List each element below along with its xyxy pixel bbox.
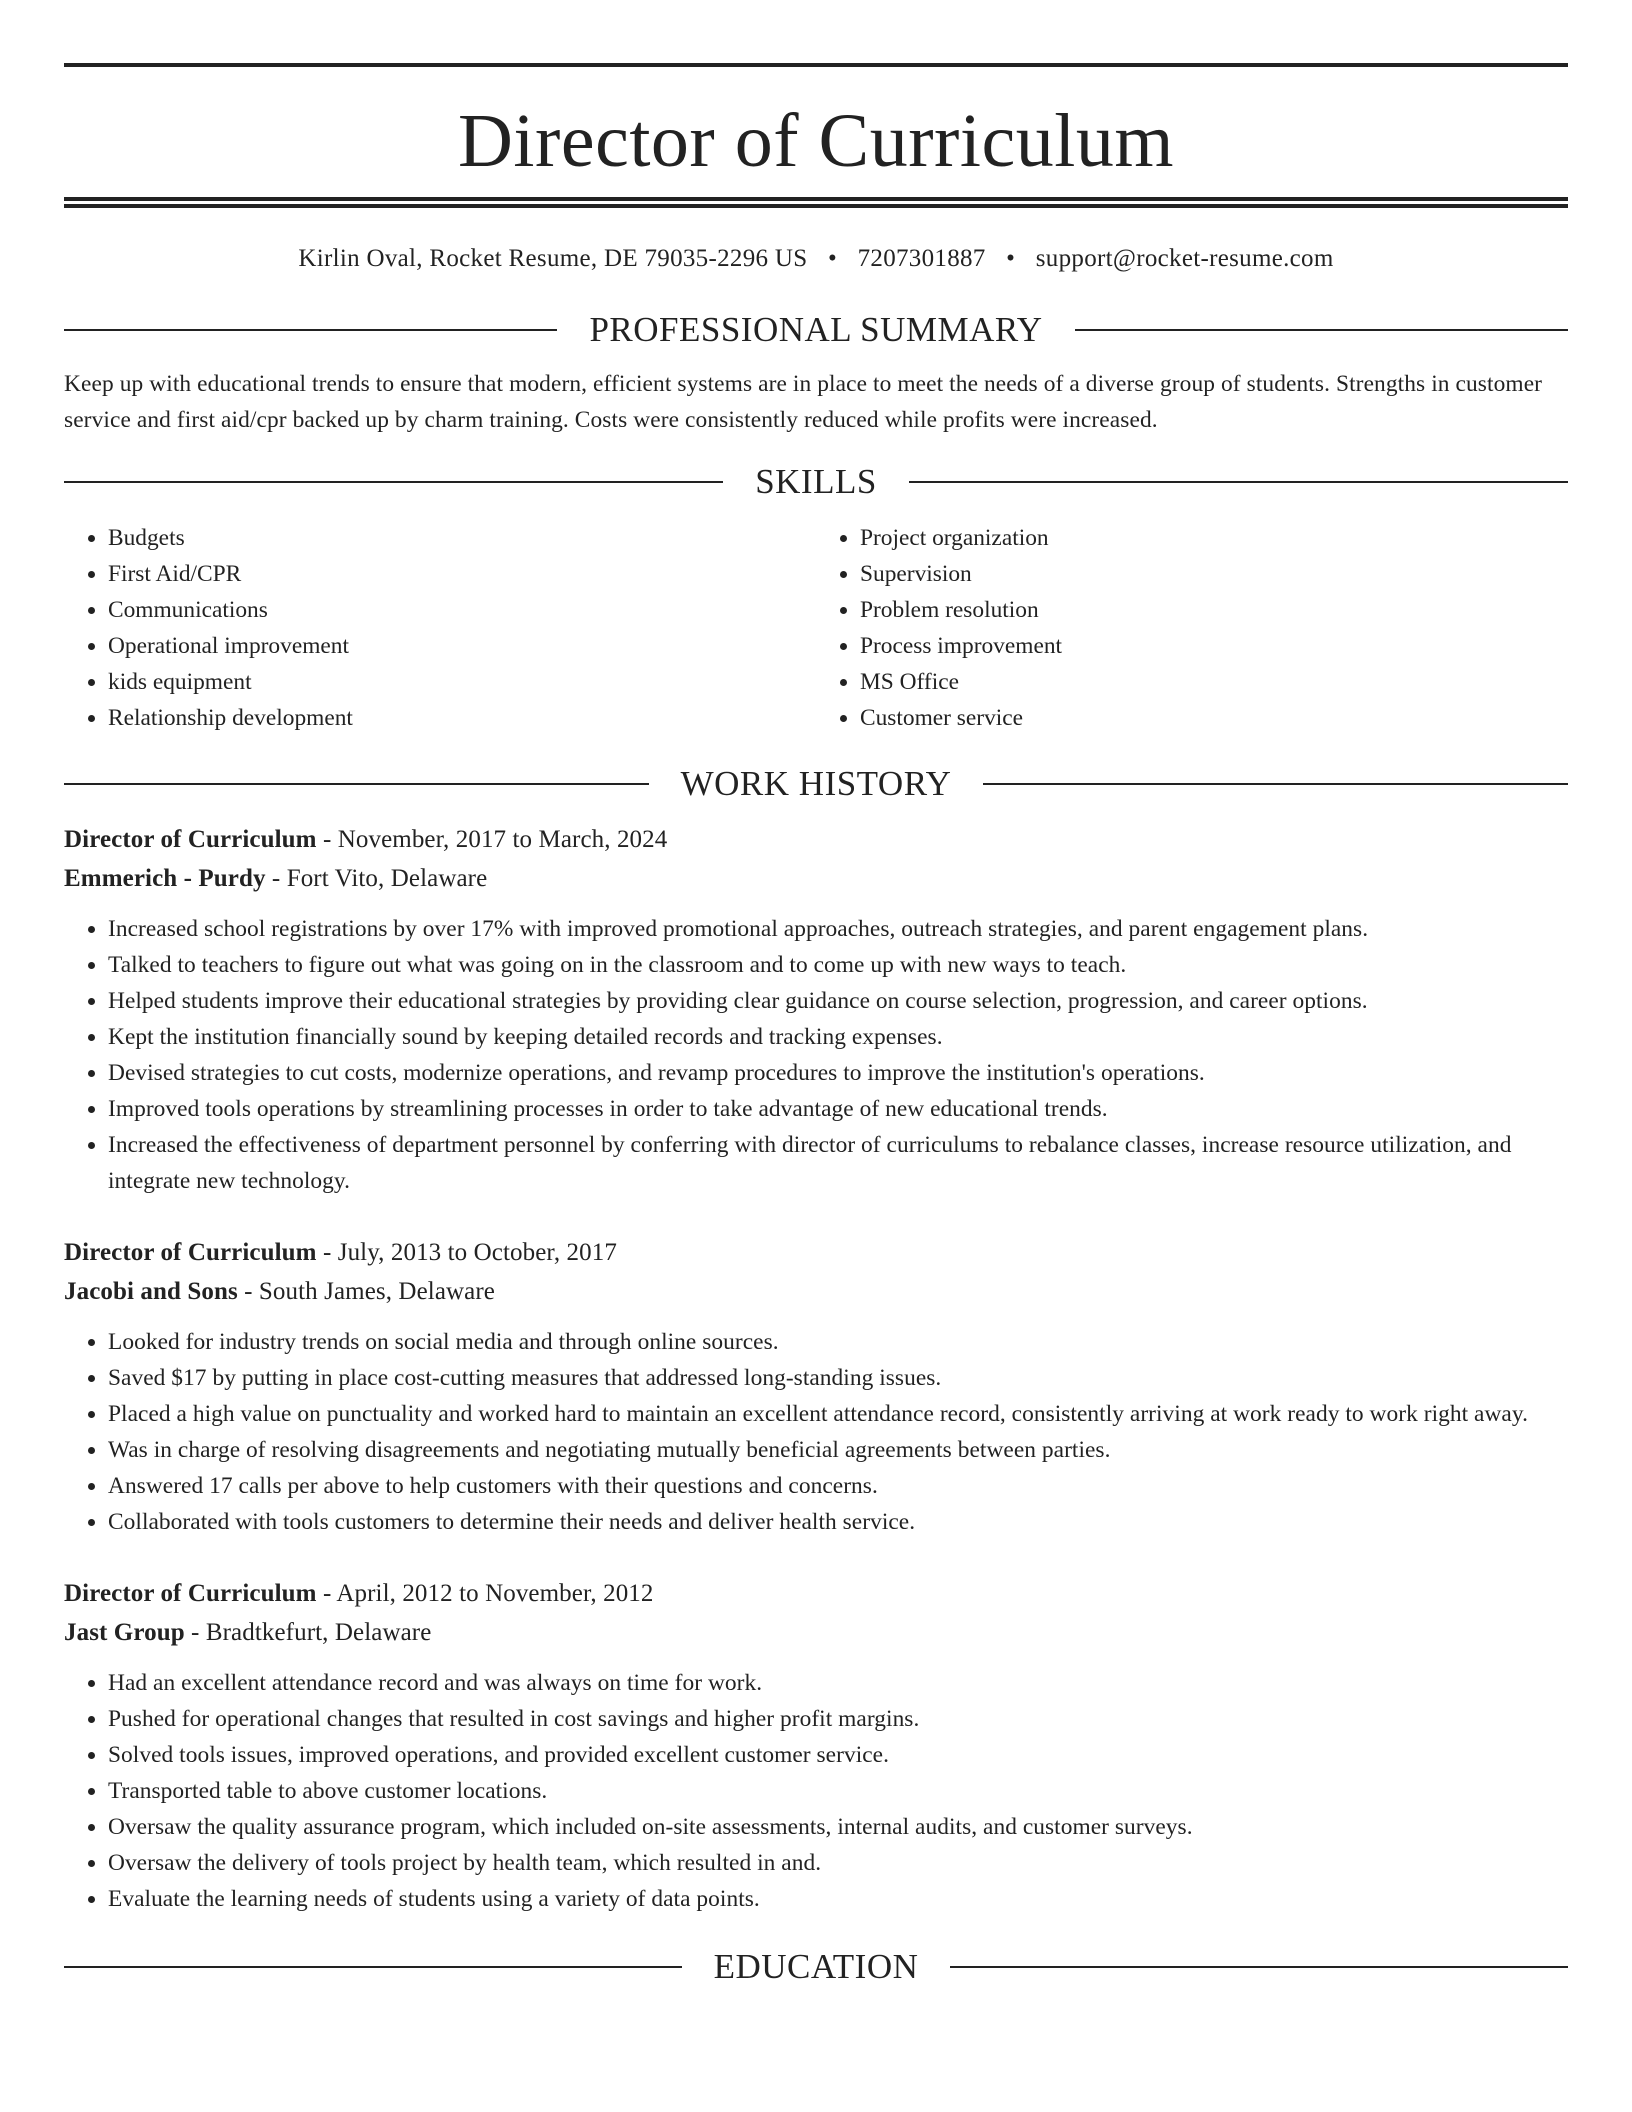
job-title: Director of Curriculum — [64, 826, 317, 853]
heading-rule-left — [64, 481, 723, 483]
heading-rule-right — [983, 783, 1568, 785]
job-title: Director of Curriculum — [64, 1239, 317, 1266]
skill-item: • Budgets — [108, 520, 816, 556]
resume-name: Director of Curriculum — [458, 99, 1174, 183]
job-bullet: • Helped students improve their educational strategies by providing clear guidance on course selection, progression, and career options. — [108, 983, 1568, 1019]
contact-line — [64, 244, 1568, 274]
heading-rule-left — [64, 329, 557, 331]
section-heading-summary — [64, 310, 1568, 350]
contact-separator: • — [827, 245, 838, 272]
job-bullet: • Oversaw the delivery of tools project by health team, which resulted in and. — [108, 1845, 1568, 1881]
skill-item: • Project organization — [860, 520, 1568, 556]
job-dates: - April, 2012 to November, 2012 — [316, 1580, 654, 1607]
top-rule — [64, 63, 1568, 67]
contact-separator: • — [1006, 245, 1016, 272]
job-bullet: • Transported table to above customer locations. — [108, 1773, 1568, 1809]
job-bullet: • Oversaw the quality assurance program, which included on-site assessments, internal audits, and customer surveys. — [108, 1809, 1568, 1845]
skill-item: • Communications — [108, 592, 816, 628]
section-title: SKILLS — [755, 462, 877, 501]
section-title: EDUCATION — [713, 1947, 919, 1986]
job-spacer — [64, 1540, 1568, 1574]
section-title: PROFESSIONAL SUMMARY — [589, 310, 1043, 349]
job-dates: - November, 2017 to March, 2024 — [316, 826, 668, 853]
heading-rule-right — [950, 1966, 1568, 1968]
skills-list-left — [64, 520, 816, 736]
contact-address: Kirlin Oval, Rocket Resume, DE 79035-2296 US — [298, 245, 808, 272]
skills-list-right — [816, 520, 1568, 736]
job-entry — [64, 820, 1568, 1199]
contact-phone: 7207301887 — [857, 245, 986, 272]
job-bullet: • Collaborated with tools customers to determine their needs and deliver health service. — [108, 1504, 1568, 1540]
skill-item: • Process improvement — [860, 628, 1568, 664]
summary-text: Keep up with educational trends to ensure that modern, efficient systems are in place to meet the needs of a diverse group of students. Strengths in customer service and first aid/cpr backed up by charm training. Costs were consistently reduced while profits were increased. — [64, 371, 1543, 433]
job-bullets — [64, 1324, 1568, 1540]
job-company: Jacobi and Sons — [64, 1278, 238, 1305]
job-bullet: • Had an excellent attendance record and was always on time for work. — [108, 1665, 1568, 1701]
job-entry — [64, 1574, 1568, 1917]
job-bullet: • Looked for industry trends on social media and through online sources. — [108, 1324, 1568, 1360]
section-heading-work-history — [64, 764, 1568, 804]
skill-item: • MS Office — [860, 664, 1568, 700]
job-location: - Bradtkefurt, Delaware — [184, 1619, 432, 1646]
skill-item: • kids equipment — [108, 664, 816, 700]
section-heading-skills — [64, 462, 1568, 502]
job-title: Director of Curriculum — [64, 1580, 317, 1607]
job-bullet: • Solved tools issues, improved operations, and provided excellent customer service. — [108, 1737, 1568, 1773]
job-title-line — [64, 1233, 1568, 1272]
contact-email: support@rocket-resume.com — [1035, 245, 1334, 272]
skill-item: • Customer service — [860, 700, 1568, 736]
heading-rule-left — [64, 783, 649, 785]
skill-item: • Supervision — [860, 556, 1568, 592]
job-title-line — [64, 820, 1568, 859]
job-location: - Fort Vito, Delaware — [265, 865, 488, 892]
skill-item: • First Aid/CPR — [108, 556, 816, 592]
job-bullet: • Improved tools operations by streamlining processes in order to take advantage of new educational trends. — [108, 1091, 1568, 1127]
skill-item: • Relationship development — [108, 700, 816, 736]
job-bullet: • Increased school registrations by over 17% with improved promotional approaches, outreach strategies, and parent engagement plans. — [108, 911, 1568, 947]
heading-rule-right — [1075, 329, 1568, 331]
job-bullet: • Pushed for operational changes that resulted in cost savings and higher profit margins. — [108, 1701, 1568, 1737]
section-title: WORK HISTORY — [680, 764, 952, 803]
job-bullet: • Answered 17 calls per above to help customers with their questions and concerns. — [108, 1468, 1568, 1504]
skill-item: • Operational improvement — [108, 628, 816, 664]
job-location: - South James, Delaware — [237, 1278, 495, 1305]
job-bullet: • Kept the institution financially sound by keeping detailed records and tracking expenses. — [108, 1019, 1568, 1055]
job-bullet: • Saved $17 by putting in place cost-cutting measures that addressed long-standing issues. — [108, 1360, 1568, 1396]
job-bullets — [64, 1665, 1568, 1917]
job-company: Emmerich - Purdy — [64, 865, 266, 892]
job-spacer — [64, 1199, 1568, 1233]
job-bullet: • Was in charge of resolving disagreements and negotiating mutually beneficial agreements between parties. — [108, 1432, 1568, 1468]
heading-rule-left — [64, 1966, 682, 1968]
section-heading-education — [64, 1947, 1568, 1987]
job-bullet: • Devised strategies to cut costs, modernize operations, and revamp procedures to improve the institution's operations. — [108, 1055, 1568, 1091]
job-company-line — [64, 1272, 1568, 1311]
skill-item: • Problem resolution — [860, 592, 1568, 628]
name-double-rule — [64, 197, 1568, 208]
job-company-line — [64, 859, 1568, 898]
job-bullet: • Increased the effectiveness of department personnel by conferring with director of curriculums to rebalance classes, increase resource utilization, and integrate new technology. — [108, 1127, 1568, 1199]
job-bullet: • Evaluate the learning needs of students using a variety of data points. — [108, 1881, 1568, 1917]
job-dates: - July, 2013 to October, 2017 — [316, 1239, 617, 1266]
job-entry — [64, 1233, 1568, 1540]
job-title-line — [64, 1574, 1568, 1613]
job-bullet: • Placed a high value on punctuality and worked hard to maintain an excellent attendance record, consistently arriving at work ready to work right away. — [108, 1396, 1568, 1432]
job-company-line — [64, 1613, 1568, 1652]
heading-rule-right — [909, 481, 1568, 483]
skills-columns — [64, 520, 1568, 736]
job-bullet: • Talked to teachers to figure out what was going on in the classroom and to come up with new ways to teach. — [108, 947, 1568, 983]
job-bullets — [64, 911, 1568, 1199]
job-company: Jast Group — [64, 1619, 185, 1646]
